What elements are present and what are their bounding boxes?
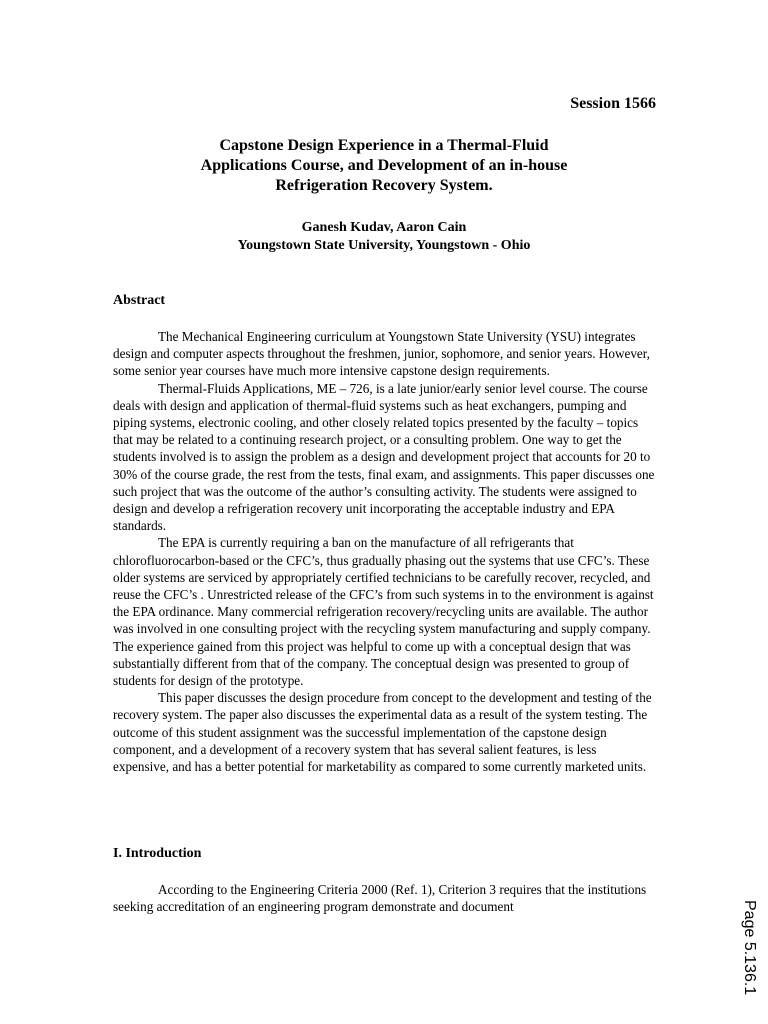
- page-number-stamp: [730, 900, 758, 996]
- author-names: Ganesh Kudav, Aaron Cain: [301, 220, 467, 235]
- session-number: Session 1566: [570, 95, 656, 112]
- author-affiliation: Youngstown State University, Youngstown - Ohio: [237, 238, 531, 253]
- introduction-heading: I. Introduction: [113, 846, 202, 861]
- abstract-body: [113, 328, 655, 775]
- introduction-body: [113, 881, 655, 915]
- introduction-paragraph: According to the Engineering Criteria 2000 (Ref. 1), Criterion 3 requires that the institutions seeking accreditation of an engineering program demonstrate and document: [113, 882, 647, 915]
- paper-title: [113, 136, 655, 196]
- abstract-heading: Abstract: [113, 293, 166, 308]
- abstract-paragraph: The EPA is currently requiring a ban on the manufacture of all refrigerants that chlorofluorocarbon-based or the CFC’s, thus gradually phasing out the systems that use CFC’s. These older systems are serviced by appropriately certified technicians to be carefully recover, recycled, and reuse the CFC’s . Unrestricted release of the CFC’s from such systems in to the environment is against the EPA ordinance. Many commercial refrigeration recovery/recycling units are available. The author was involved in one consulting project with the recycling system manufacturing and supply company. The experience gained from this project was helpful to come up with a conceptual design that was substantially different from that of the company. The conceptual design was presented to group of students for design of the prototype.: [113, 535, 654, 689]
- page-number-text: Page 5.136.1: [741, 900, 758, 996]
- title-line: Capstone Design Experience in a Thermal-Fluid: [219, 137, 549, 154]
- title-line: Refrigeration Recovery System.: [275, 177, 493, 194]
- author-block: [113, 219, 655, 255]
- abstract-paragraph: This paper discusses the design procedure from concept to the development and testing of the recovery system. The paper also discusses the experimental data as a result of the system testing. The outcome of this student assignment was the successful implementation of the capstone design component, and a development of a recovery system that has several salient features, is less expensive, and has a better potential for marketability as compared to some currently marketed units.: [113, 690, 652, 775]
- abstract-paragraph: Thermal-Fluids Applications, ME – 726, is a late junior/early senior level course. The course deals with design and application of thermal-fluid systems such as heat exchangers, pumping and piping systems, electronic cooling, and other closely related topics presented by the faculty – topics that may be related to a continuing research project, or a consulting problem. One way to get the students involved is to assign the problem as a design and development project that accounts for 20 to 30% of the course grade, the rest from the tests, final exam, and assignments. This paper discusses one such project that was the outcome of the author’s consulting activity. The students were assigned to design and develop a refrigeration recovery unit incorporating the acceptable industry and EPA standards.: [113, 380, 655, 534]
- abstract-paragraph: The Mechanical Engineering curriculum at Youngstown State University (YSU) integrates design and computer aspects throughout the freshmen, junior, sophomore, and senior years. However, some senior year courses have much more intensive capstone design requirements.: [113, 329, 650, 379]
- title-line: Applications Course, and Development of an in-house: [200, 157, 568, 174]
